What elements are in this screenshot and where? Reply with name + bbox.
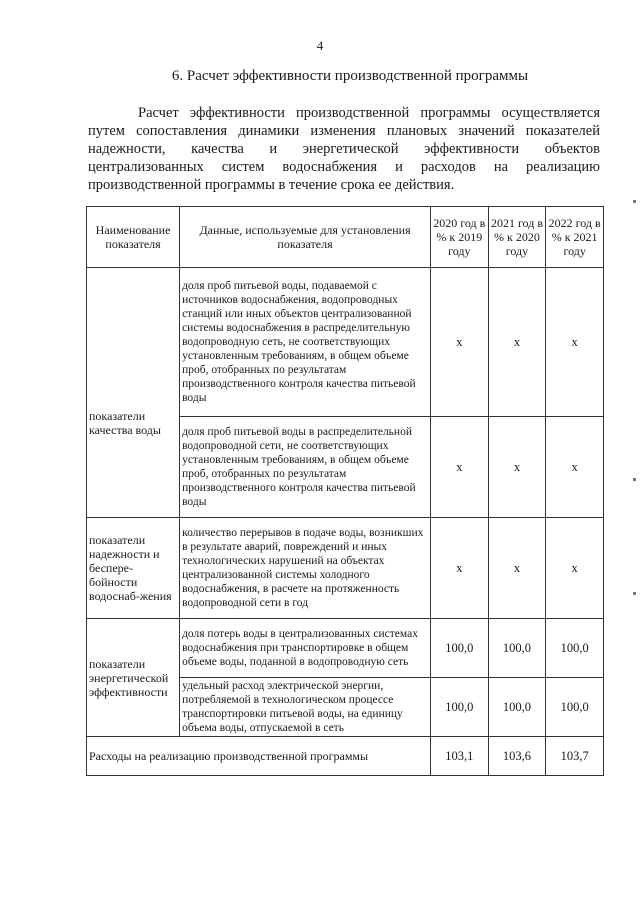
table-row (87, 619, 604, 678)
row-value-2021: 100,0 (488, 619, 546, 678)
row-value-2021: 100,0 (488, 678, 546, 737)
total-value-2020: 103,1 (430, 737, 488, 776)
row-value-2020: 100,0 (430, 619, 488, 678)
group-energy: показатели энергетической эффективности (87, 619, 180, 737)
row-data: количество перерывов в подаче воды, возникших в результате аварий, повреждений и иных технологических нарушений на объектах централизованной системы холодного водоснабжения, в расчете на протяженность водопроводной сети в год (180, 518, 431, 619)
scan-mark (633, 200, 636, 203)
scan-mark (633, 592, 636, 595)
row-value-2022: х (546, 268, 604, 417)
total-value-2021: 103,6 (488, 737, 546, 776)
header-data: Данные, используемые для установления показателя (180, 207, 431, 268)
intro-paragraph (88, 104, 600, 194)
row-value-2020: х (430, 268, 488, 417)
header-2022: 2022 год в % к 2021 году (546, 207, 604, 268)
row-value-2020: х (430, 417, 488, 518)
scan-mark (633, 478, 636, 481)
intro-line: производственной программы в течение срока ее действия. (88, 177, 455, 193)
efficiency-table (86, 206, 604, 776)
row-value-2022: х (546, 518, 604, 619)
page-number: 4 (316, 38, 324, 53)
row-data: доля проб питьевой воды, подаваемой с источников водоснабжения, водопроводных станций или иных объектов централизованной системы водоснабжения в распределительную водопроводную сеть, не соответствующих установленным требованиям, в общем объеме проб, отобранных по результатам производственного контроля качества питьевой воды (180, 268, 431, 417)
table-total-row (87, 737, 604, 776)
table-header-row (87, 207, 604, 268)
row-value-2021: х (488, 518, 546, 619)
header-2020: 2020 год в % к 2019 году (430, 207, 488, 268)
row-value-2022: 100,0 (546, 619, 604, 678)
row-value-2020: 100,0 (430, 678, 488, 737)
header-name: Наименование показателя (87, 207, 180, 268)
row-data: удельный расход электрической энергии, потребляемой в технологическом процессе транспортировки питьевой воды, на единицу объема воды, отпускаемой в сеть (180, 678, 431, 737)
section-title: 6. Расчет эффективности производственной программы (171, 68, 529, 84)
table-row (87, 268, 604, 417)
header-2021: 2021 год в % к 2020 году (488, 207, 546, 268)
intro-line: путем сопоставления динамики изменения плановых значений показателей (88, 123, 600, 139)
intro-line: централизованных систем водоснабжения и расходов на реализацию (88, 159, 600, 175)
row-value-2020: х (430, 518, 488, 619)
row-data: доля потерь воды в централизованных системах водоснабжения при транспортировке в общем объеме воды, поданной в водопроводную сеть (180, 619, 431, 678)
intro-line: надежности, качества и энергетической эффективности объектов (88, 141, 600, 157)
total-value-2022: 103,7 (546, 737, 604, 776)
row-value-2022: х (546, 417, 604, 518)
row-value-2021: х (488, 268, 546, 417)
row-data: доля проб питьевой воды в распределительной водопроводной сети, не соответствующих установленным требованиям, в общем объеме проб, отобранных по результатам производственного контроля качества питьевой воды (180, 417, 431, 518)
table-row (87, 518, 604, 619)
total-label: Расходы на реализацию производственной программы (87, 737, 431, 776)
group-quality: показатели качества воды (87, 268, 180, 518)
row-value-2022: 100,0 (546, 678, 604, 737)
row-value-2021: х (488, 417, 546, 518)
intro-line: Расчет эффективности производственной программы осуществляется (138, 105, 600, 121)
group-reliability: показатели надежности и беспере-бойности водоснаб-жения (87, 518, 180, 619)
